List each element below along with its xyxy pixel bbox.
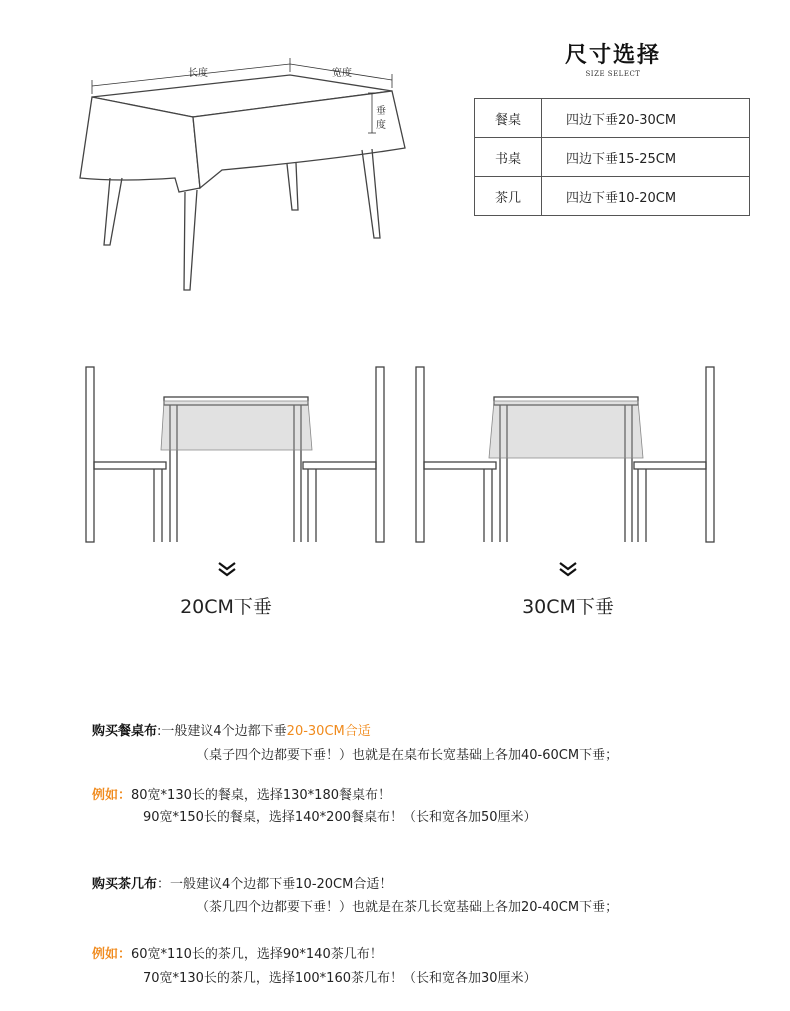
size-table [474, 98, 750, 216]
length-label: 长度 [188, 68, 208, 79]
size-select-title: 尺寸选择 [564, 42, 661, 68]
coffee-example-2: 70宽*130长的茶几，选择100*160茶几布！（长和宽各加30厘米） [143, 971, 537, 986]
caption-30cm: 30CM下垂 [522, 596, 614, 618]
table-drop: 四边下垂15-25CM [542, 138, 750, 177]
table-row [475, 177, 750, 216]
table-row [475, 138, 750, 177]
size-select-subtitle: SIZE SELECT [585, 70, 641, 78]
coffee-heading: 购买茶几布 [92, 877, 158, 892]
compare-left [86, 367, 384, 542]
dining-intro: :一般建议4个边都下垂 [157, 724, 287, 739]
dining-example-1: 80宽*130长的餐桌，选择130*180餐桌布！ [131, 788, 391, 803]
dining-highlight: 20-30CM合适 [286, 724, 371, 739]
coffee-example-label: 例如： [92, 947, 132, 962]
chevron-down-icon [219, 563, 576, 575]
dining-note: （桌子四个边都要下垂！）也就是在桌布长宽基础上各加40-60CM下垂； [196, 748, 619, 763]
dining-example-label: 例如： [92, 788, 132, 803]
table-drop: 四边下垂10-20CM [542, 177, 750, 216]
dining-intro-line [92, 723, 371, 741]
table-row [475, 99, 750, 138]
dining-heading: 购买餐桌布 [92, 724, 158, 739]
caption-20cm: 20CM下垂 [180, 596, 272, 618]
drop-label-top: 垂 [376, 106, 386, 117]
table-drop: 四边下垂20-30CM [542, 99, 750, 138]
coffee-intro-line [92, 876, 392, 894]
table-type: 书桌 [475, 138, 542, 177]
table-type: 餐桌 [475, 99, 542, 138]
table-type: 茶几 [475, 177, 542, 216]
dining-example-2: 90宽*150长的餐桌，选择140*200餐桌布！（长和宽各加50厘米） [143, 810, 537, 825]
coffee-example-1: 60宽*110长的茶几，选择90*140茶几布！ [131, 947, 383, 962]
drop-label-bottom: 度 [376, 120, 386, 131]
dining-example-line-1 [92, 787, 391, 805]
coffee-note: （茶几四个边都要下垂！）也就是在茶几长宽基础上各加20-40CM下垂； [196, 900, 619, 915]
width-label: 宽度 [332, 68, 352, 79]
coffee-intro: ：一般建议4个边都下垂10-20CM合适！ [157, 877, 393, 892]
coffee-example-line-1 [92, 946, 383, 964]
